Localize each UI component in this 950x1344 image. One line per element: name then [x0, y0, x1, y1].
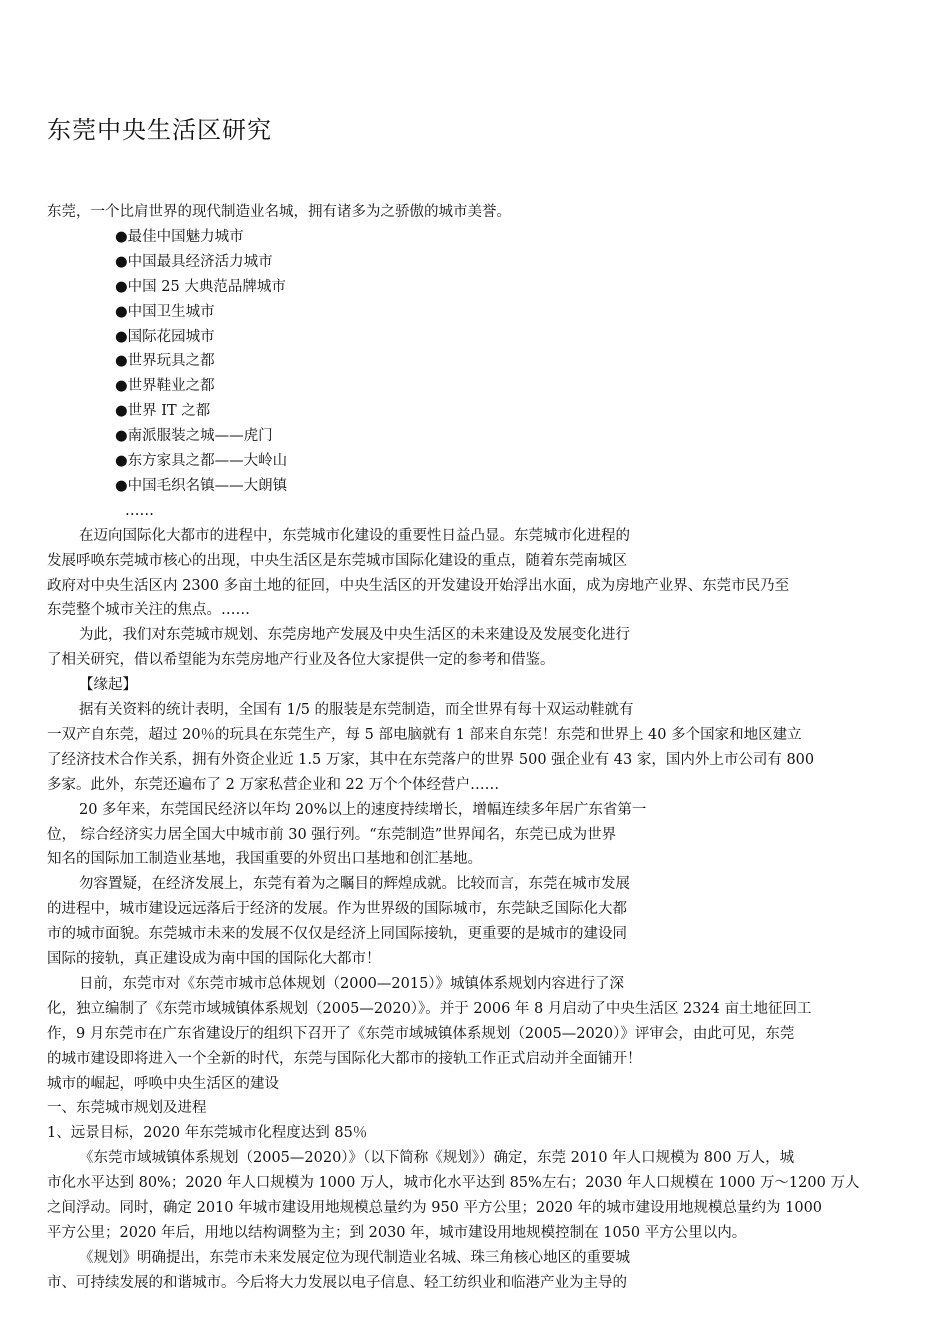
text-line: 市、可持续发展的和谐城市。今后将大力发展以电子信息、轻工纺织业和临港产业为主导的	[47, 1274, 627, 1291]
text-line: 一双产自东莞，超过 20％的玩具在东莞生产，每 5 部电脑就有 1 部来自东莞！东莞和世界上 40 多个国家和地区建立	[47, 726, 802, 743]
list-item: ●世界鞋业之都	[115, 378, 215, 395]
section-heading: 城市的崛起，呼唤中央生活区的建设	[47, 1075, 279, 1092]
text-line: 平方公里；2020 年后，用地以结构调整为主；到 2030 年，城市建设用地规模控制在 1050 平方公里以内。	[47, 1224, 747, 1241]
list-item: ●世界 IT 之都	[115, 403, 211, 420]
text-line: 为此，我们对东莞城市规划、东莞房地产发展及中央生活区的未来建设及发展变化进行	[79, 627, 630, 644]
text-line: 位， 综合经济实力居全国大中城市前 30 强行列。“东莞制造”世界闻名，东莞已成为世界	[47, 826, 617, 843]
list-item: ●东方家具之都——大岭山	[115, 453, 288, 469]
text-line: 发展呼唤东莞城市核心的出现，中央生活区是东莞城市国际化建设的重点，随着东莞南城区	[47, 552, 627, 569]
intro-paragraph: 东莞，一个比肩世界的现代制造业名城，拥有诸多为之骄傲的城市美誉。	[47, 204, 511, 220]
list-item: ●最佳中国魅力城市	[115, 228, 244, 245]
text-line: 《规划》明确提出，东莞市未来发展定位为现代制造业名城、珠三角核心地区的重要城	[79, 1249, 630, 1266]
list-item: ●国际花园城市	[115, 328, 215, 345]
list-ellipsis: ……	[125, 502, 154, 519]
text-line: 政府对中央生活区内 2300 多亩土地的征回，中央生活区的开发建设开始浮出水面，成为房地产业界、东莞市民乃至	[47, 577, 790, 594]
text-line: 化，独立编制了《东莞市域城镇体系规划（2005—2020）》。并于 2006 年 8 月启动了中央生活区 2324 亩土地征回工	[47, 1000, 812, 1017]
text-line: 了相关研究，借以希望能为东莞房地产行业及各位大家提供一定的参考和借鉴。	[47, 652, 555, 669]
section-heading: 一、东莞城市规划及进程	[47, 1100, 207, 1117]
text-line: 在迈向国际化大都市的进程中，东莞城市化建设的重要性日益凸显。东莞城市化进程的	[79, 527, 630, 544]
text-line: 20 多年来，东莞国民经济以年均 20%以上的速度持续增长，增幅连续多年居广东省第一	[79, 801, 647, 818]
section-heading: 1、远景目标，2020 年东莞城市化程度达到 85％	[47, 1125, 368, 1142]
text-line: 了经济技术合作关系，拥有外资企业近 1.5 万家，其中在东莞落户的世界 500 强企业有 43 家，国内外上市公司有 800	[47, 751, 815, 768]
text-line: 知名的国际加工制造业基地，我国重要的外贸出口基地和创汇基地。	[47, 851, 482, 868]
text-line: 东莞整个城市关注的焦点。……	[47, 602, 250, 619]
list-item: ●中国 25 大典范品牌城市	[115, 278, 286, 295]
text-line: 市的城市面貌。东莞城市未来的发展不仅仅是经济上同国际接轨，更重要的是城市的建设同	[47, 926, 627, 943]
list-item: ●世界玩具之都	[115, 353, 215, 370]
text-line: 勿容置疑，在经济发展上，东莞有着为之瞩目的辉煌成就。比较而言，东莞在城市发展	[79, 876, 630, 893]
list-item: ●中国最具经济活力城市	[115, 253, 273, 270]
text-line: 的城市建设即将进入一个全新的时代，东莞与国际化大都市的接轨工作正式启动并全面铺开！	[47, 1050, 642, 1067]
text-line: 据有关资料的统计表明，全国有 1/5 的服装是东莞制造，而全世界有每十双运动鞋就有	[79, 702, 634, 718]
text-line: 市化水平达到 80%；2020 年人口规模为 1000 万人，城市化水平达到 85%左右；2030 年人口规模在 1000 万～1200 万人	[47, 1175, 860, 1192]
text-line: 《东莞市域城镇体系规划（2005—2020）》（以下简称《规划》）确定，东莞 2010 年人口规模为 800 万人，城	[79, 1150, 795, 1167]
text-line: 之间浮动。同时，确定 2010 年城市建设用地规模总量约为 950 平方公里；2020 年的城市建设用地规模总量约为 1000	[47, 1200, 823, 1216]
text-line: 多家。此外，东莞还遍布了 2 万家私营企业和 22 万个个体经营户……	[47, 776, 500, 793]
list-item: ●南派服装之城——虎门	[115, 428, 273, 445]
text-line: 作，9 月东莞市在广东省建设厅的组织下召开了《东莞市域城镇体系规划（2005—2020）》评审会，由此可见，东莞	[47, 1025, 795, 1042]
text-line: 的进程中，城市建设远远落后于经济的发展。作为世界级的国际城市，东莞缺乏国际化大都	[47, 901, 627, 918]
section-heading: 【缘起】	[79, 677, 137, 694]
text-line: 国际的接轨，真正建设成为南中国的国际化大都市！	[47, 951, 381, 967]
list-item: ●中国毛织名镇——大朗镇	[115, 477, 288, 494]
list-item: ●中国卫生城市	[115, 303, 215, 320]
page-title: 东莞中央生活区研究	[47, 116, 272, 144]
text-line: 日前，东莞市对《东莞市城市总体规划（2000—2015）》城镇体系规划内容进行了深	[79, 975, 625, 992]
